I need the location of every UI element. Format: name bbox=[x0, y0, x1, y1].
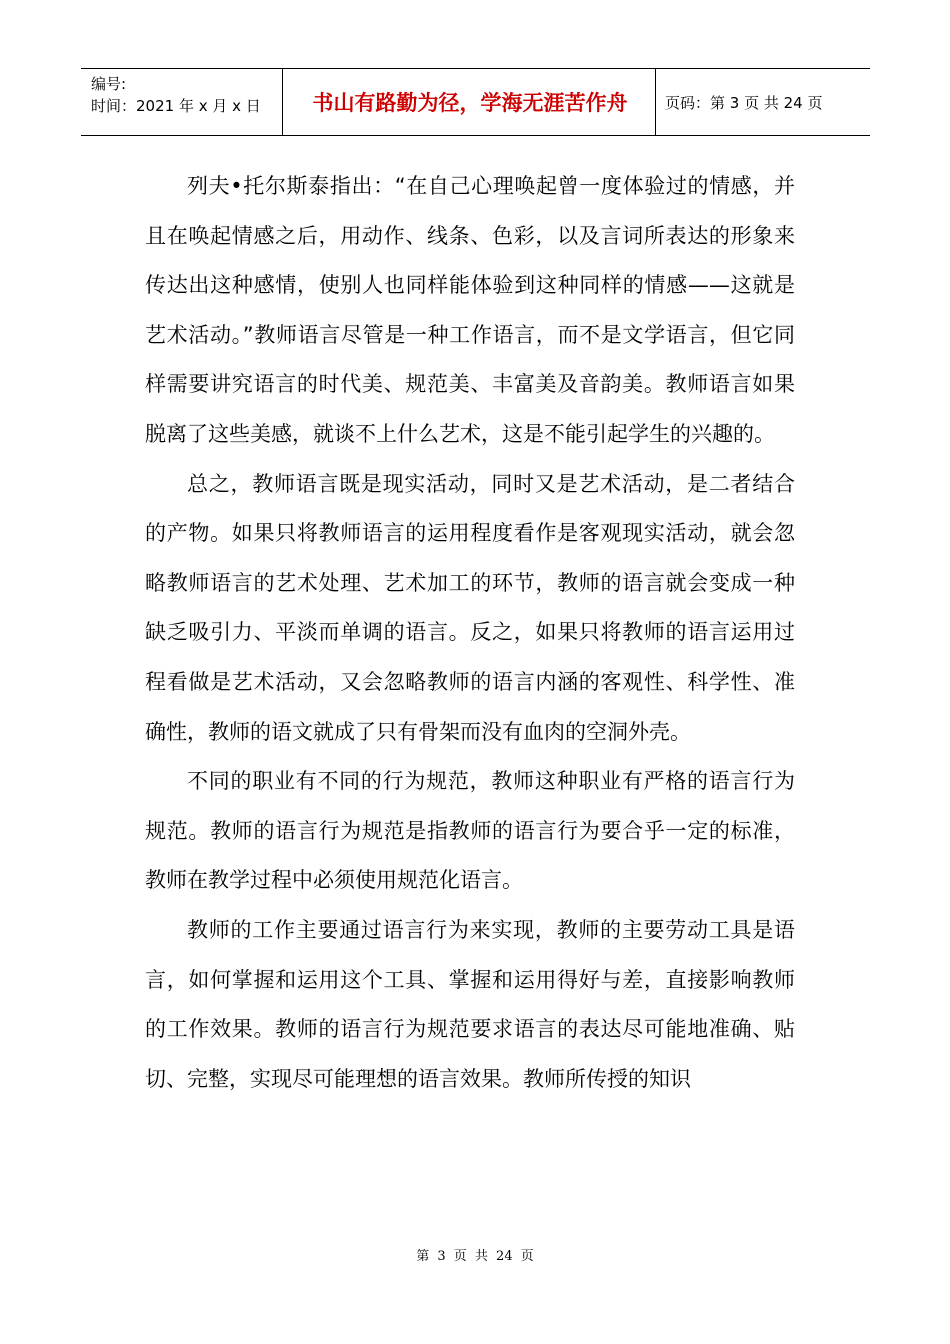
header-divider-left bbox=[282, 69, 283, 135]
document-body bbox=[145, 162, 795, 1104]
page-footer: 第 3 页 共 24 页 bbox=[416, 1249, 534, 1264]
document-header bbox=[81, 68, 870, 136]
header-meta bbox=[91, 73, 281, 117]
number-label: 编号: bbox=[91, 75, 127, 93]
paragraph-4: 教师的工作主要通过语言行为来实现，教师的主要劳动工具是语言，如何掌握和运用这个工具、掌握和运用得好与差，直接影响教师的工作效果。教师的语言行为规范要求语言的表达尽可能地准确、贴切、完整，实现尽可能理想的语言效果。教师所传授的知识 bbox=[145, 917, 795, 1091]
paragraph-2: 总之，教师语言既是现实活动，同时又是艺术活动，是二者结合的产物。如果只将教师语言的运用程度看作是客观现实活动，就会忽略教师语言的艺术处理、艺术加工的环节，教师的语言就会变成一种缺乏吸引力、平淡而单调的语言。反之，如果只将教师的语言运用过程看做是艺术活动，又会忽略教师的语言内涵的客观性、科学性、准确性，教师的语文就成了只有骨架而没有血肉的空洞外壳。 bbox=[145, 471, 795, 744]
time-label: 时间：2021 年 x 月 x 日 bbox=[91, 97, 261, 115]
paragraph-1: 列夫•托尔斯泰指出：“在自己心理唤起曾一度体验过的情感，并且在唤起情感之后，用动作、线条、色彩，以及言词所表达的形象来传达出这种感情，使别人也同样能体验到这种同样的情感——这就是艺术活动。”教师语言尽管是一种工作语言，而不是文学语言，但它同样需要讲究语言的时代美、规范美、丰富美及音韵美。教师语言如果脱离了这些美感，就谈不上什么艺术，这是不能引起学生的兴趣的。 bbox=[145, 174, 795, 446]
header-page-info: 页码：第 3 页 共 24 页 bbox=[665, 93, 823, 112]
header-motto: 书山有路勤为径，学海无涯苦作舟 bbox=[312, 90, 628, 115]
header-divider-right bbox=[655, 69, 656, 135]
paragraph-3: 不同的职业有不同的行为规范，教师这种职业有严格的语言行为规范。教师的语言行为规范是指教师的语言行为要合乎一定的标准，教师在教学过程中必须使用规范化语言。 bbox=[145, 769, 795, 893]
